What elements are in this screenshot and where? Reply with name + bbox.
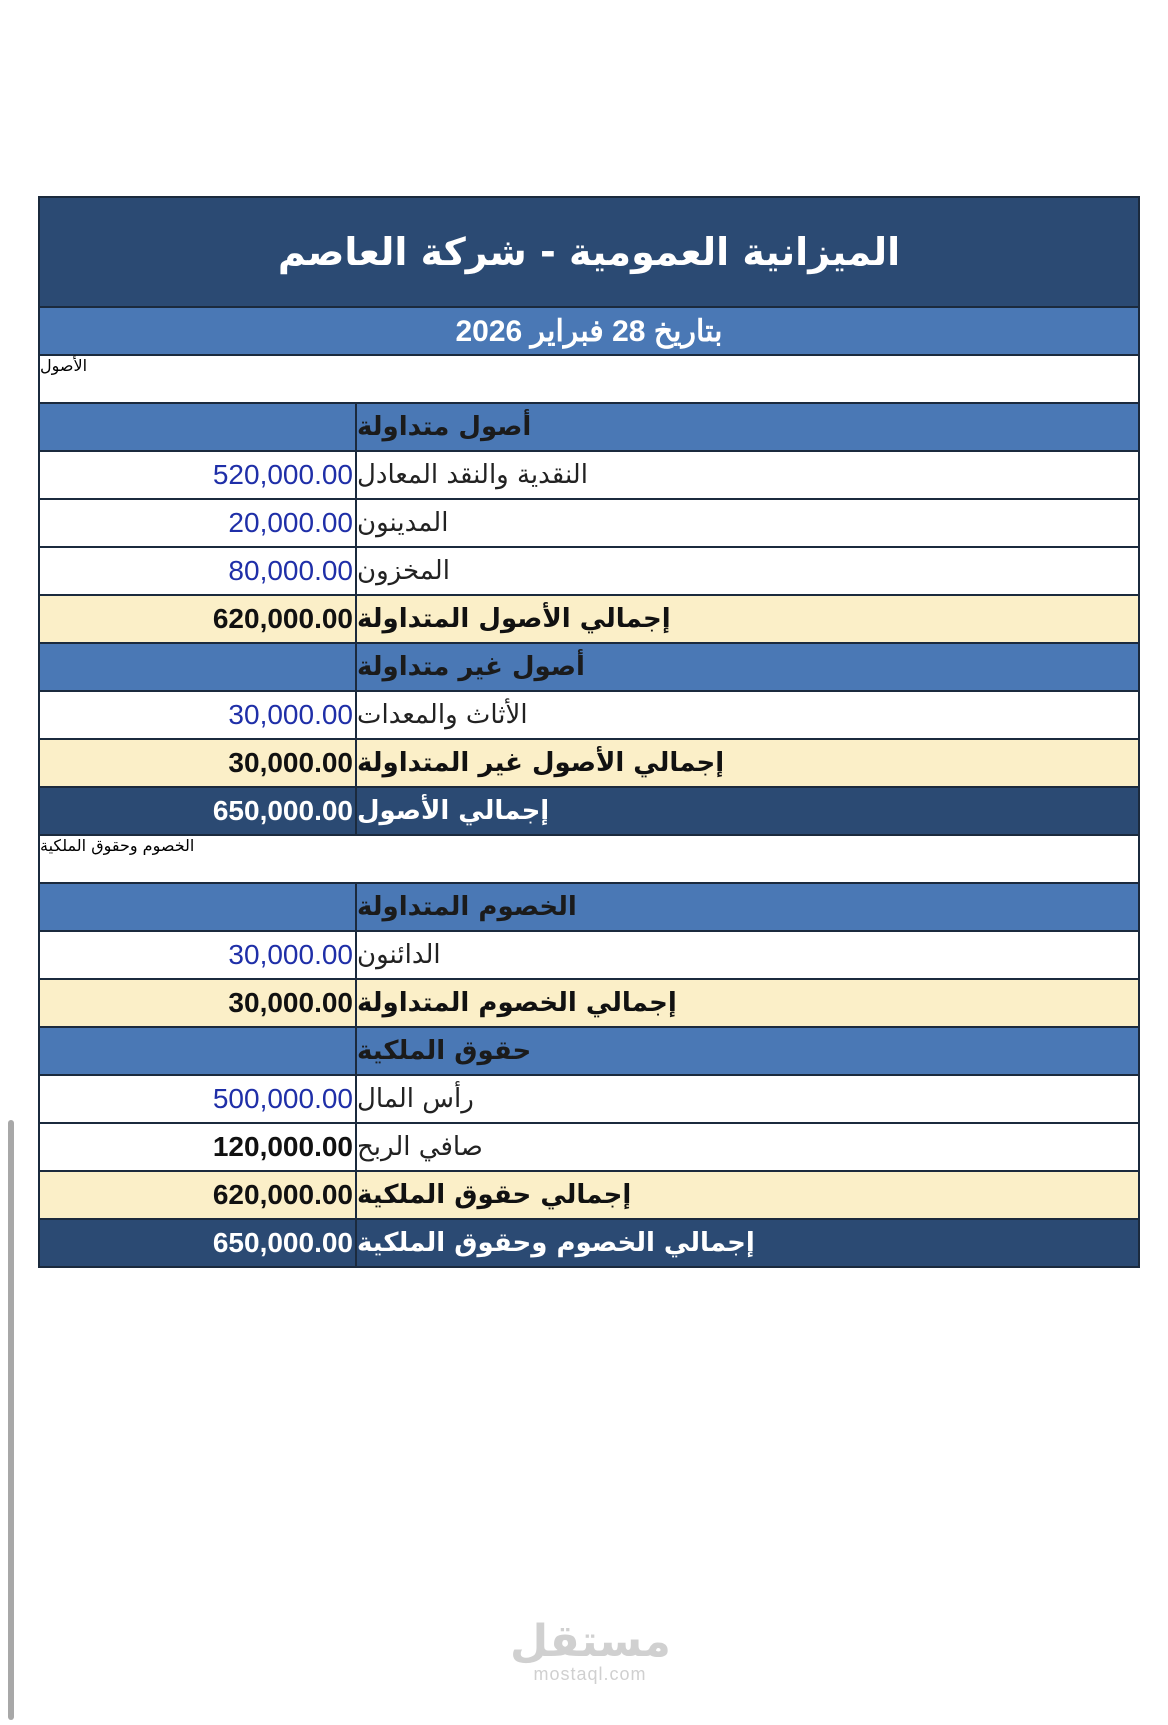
- watermark: [510, 1616, 671, 1685]
- section-header-label: الخصوم وحقوق الملكية: [40, 836, 195, 855]
- amount-cell: 30,000.00: [40, 692, 357, 738]
- amount-cell: 620,000.00: [40, 1172, 357, 1218]
- label-cell: صافي الربح: [357, 1132, 483, 1162]
- amount-cell: 520,000.00: [40, 452, 357, 498]
- amount-cell: 500,000.00: [40, 1076, 357, 1122]
- label-cell: إجمالي الخصوم المتداولة: [357, 988, 677, 1018]
- table-row: [40, 404, 1138, 452]
- amount-cell: [40, 644, 357, 690]
- label-cell: النقدية والنقد المعادل: [357, 460, 588, 490]
- table-row: [40, 1124, 1138, 1172]
- table-row: [40, 980, 1138, 1028]
- watermark-logo: مستقل: [510, 1616, 671, 1667]
- label-cell: المدينون: [357, 508, 449, 538]
- amount-cell: 30,000.00: [40, 740, 357, 786]
- label-cell: إجمالي الأصول المتداولة: [357, 604, 671, 634]
- table-row: [40, 1172, 1138, 1220]
- watermark-url: mostaql.com: [533, 1664, 647, 1684]
- section-header: [40, 356, 1138, 404]
- label-cell: رأس المال: [357, 1084, 474, 1114]
- amount-cell: 120,000.00: [40, 1124, 357, 1170]
- label-cell: إجمالي حقوق الملكية: [357, 1180, 632, 1210]
- table-row: [40, 740, 1138, 788]
- amount-cell: [40, 404, 357, 450]
- table-row: [40, 1220, 1138, 1266]
- table-row: [40, 452, 1138, 500]
- label-cell: الخصوم المتداولة: [357, 892, 577, 922]
- label-cell: المخزون: [357, 556, 450, 586]
- amount-cell: 620,000.00: [40, 596, 357, 642]
- table-body: [40, 356, 1138, 1266]
- amount-cell: 80,000.00: [40, 548, 357, 594]
- table-row: [40, 932, 1138, 980]
- label-cell: أصول غير متداولة: [357, 652, 585, 682]
- label-cell: إجمالي الخصوم وحقوق الملكية: [357, 1228, 755, 1258]
- label-cell: إجمالي الأصول: [357, 796, 550, 826]
- table-row: [40, 1076, 1138, 1124]
- label-cell: الدائنون: [357, 940, 441, 970]
- sheet-title: الميزانية العمومية - شركة العاصم: [40, 198, 1138, 308]
- label-cell: إجمالي الأصول غير المتداولة: [357, 748, 725, 778]
- section-header-label: الأصول: [40, 356, 88, 375]
- amount-cell: 30,000.00: [40, 980, 357, 1026]
- amount-cell: 650,000.00: [40, 1220, 357, 1266]
- section-header: [40, 836, 1138, 884]
- label-cell: حقوق الملكية: [357, 1036, 532, 1066]
- amount-cell: 20,000.00: [40, 500, 357, 546]
- amount-cell: [40, 1028, 357, 1074]
- label-cell: الأثاث والمعدات: [357, 700, 528, 730]
- table-row: [40, 884, 1138, 932]
- table-row: [40, 644, 1138, 692]
- amount-cell: 30,000.00: [40, 932, 357, 978]
- amount-cell: [40, 884, 357, 930]
- scrollbar[interactable]: [8, 1120, 14, 1720]
- table-row: [40, 1028, 1138, 1076]
- table-row: [40, 692, 1138, 740]
- label-cell: أصول متداولة: [357, 412, 532, 442]
- balance-sheet-table: [38, 196, 1140, 1268]
- table-row: [40, 788, 1138, 836]
- table-row: [40, 548, 1138, 596]
- table-row: [40, 500, 1138, 548]
- table-row: [40, 596, 1138, 644]
- amount-cell: 650,000.00: [40, 788, 357, 834]
- sheet-date: بتاريخ 28 فبراير 2026: [40, 308, 1138, 356]
